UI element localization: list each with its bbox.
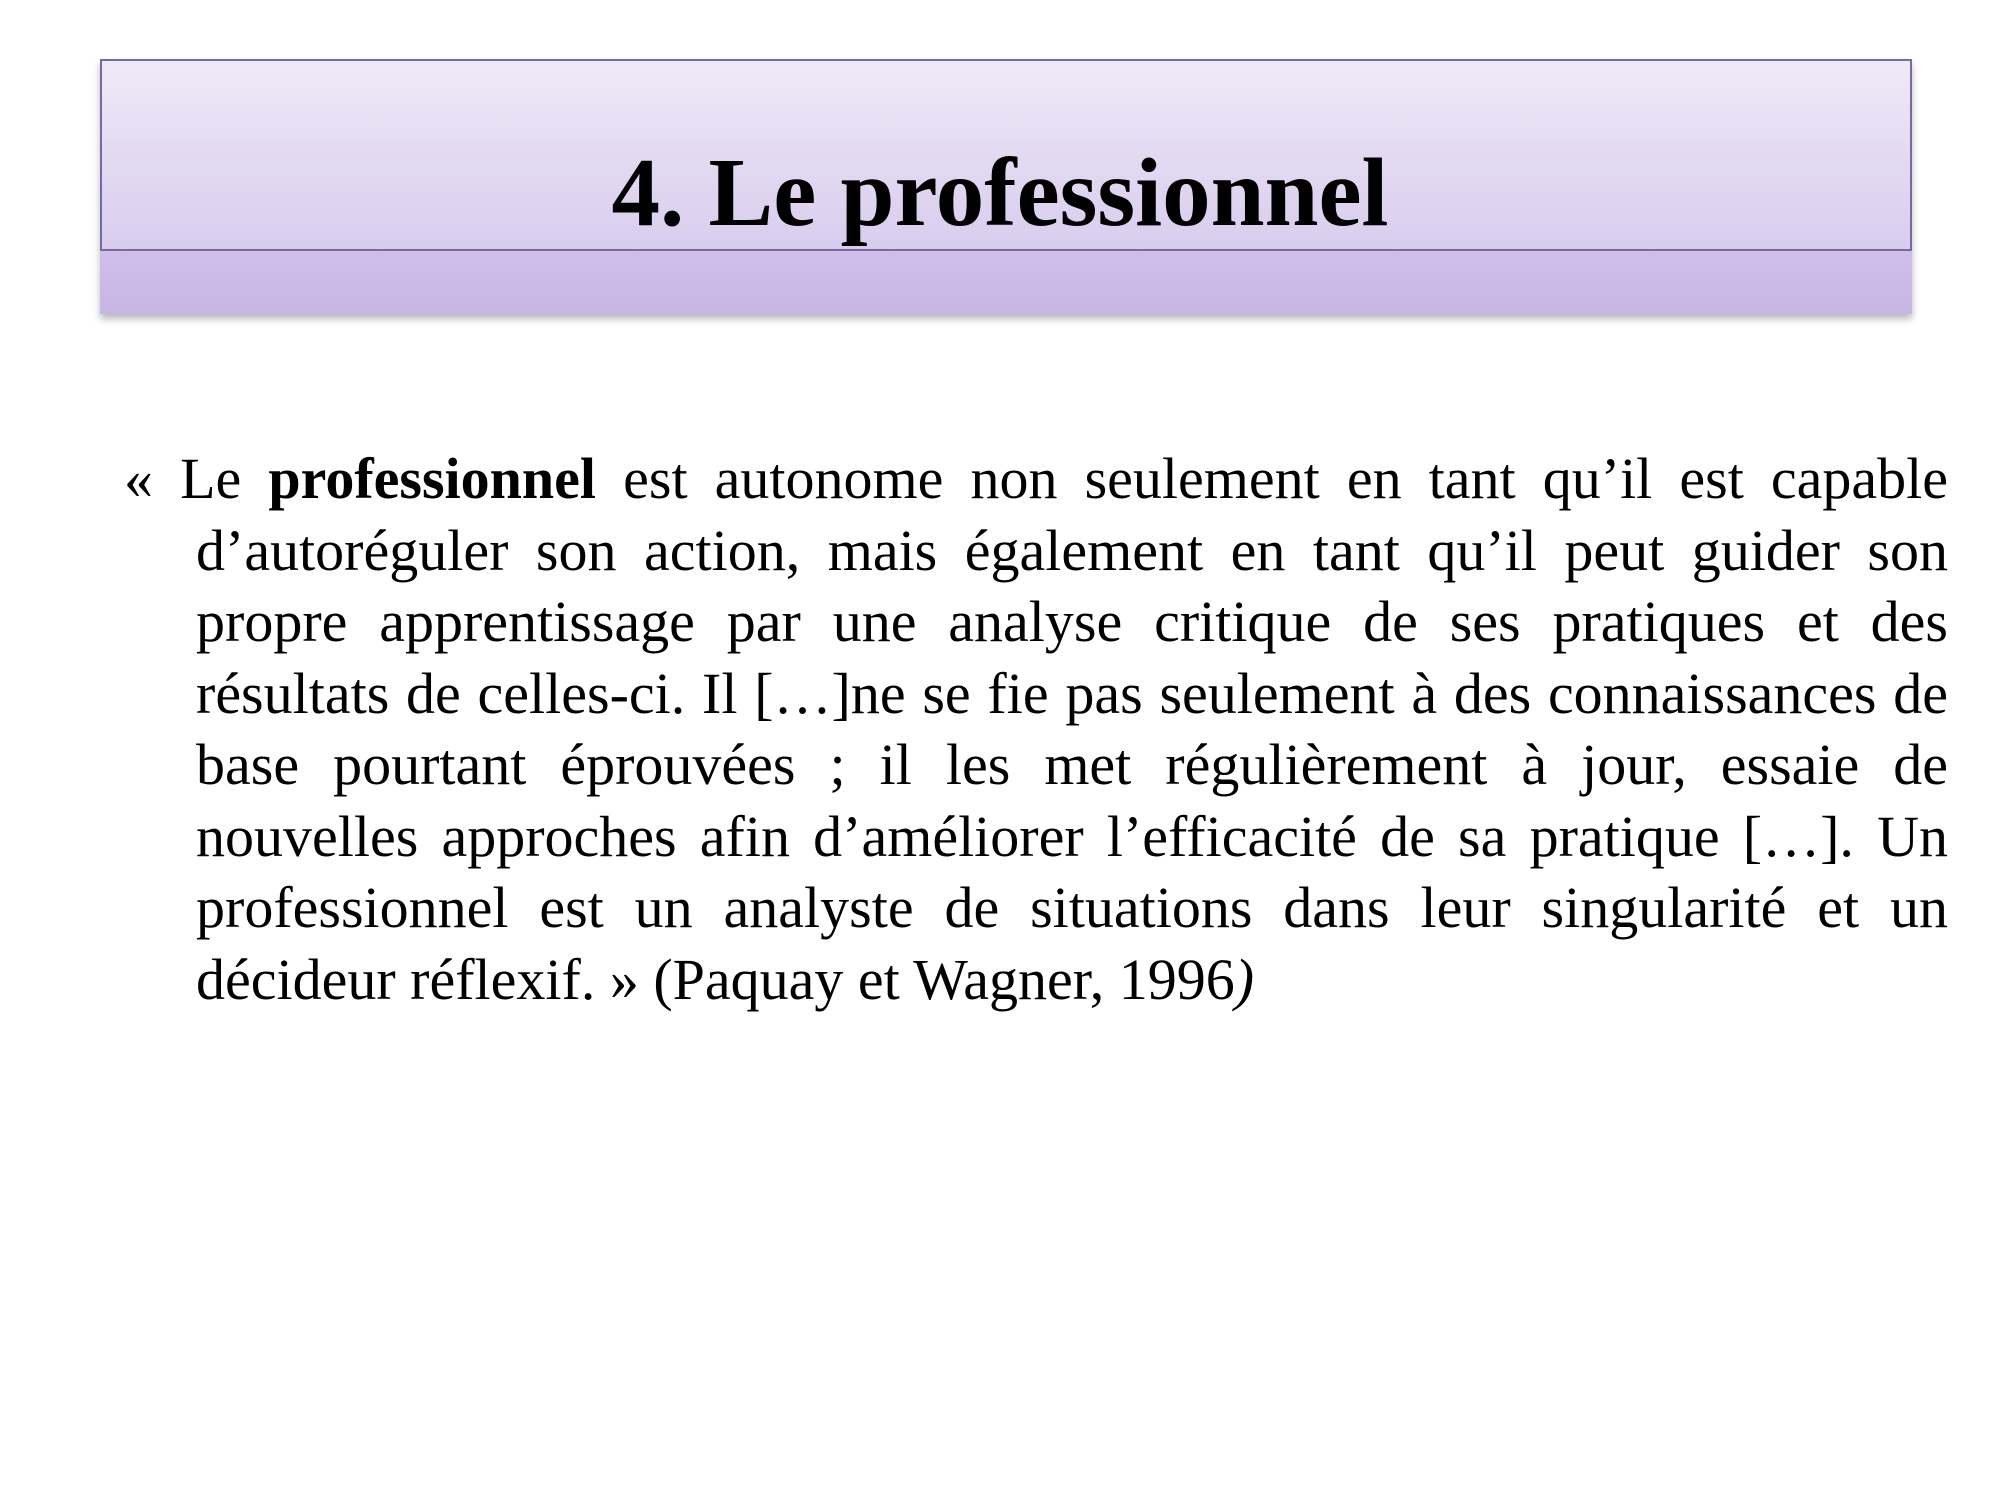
quote-text-start: Le: [180, 446, 242, 511]
quote-paragraph: [124, 443, 1948, 1015]
closing-parenthesis: ): [1234, 946, 1255, 1012]
emphasized-term: professionnel: [268, 446, 597, 511]
quote-text-body: est autonome non seulement en tant qu’il est capable d’autoréguler son action, mais également en tant qu’il peut guider son propre apprentissage par une analyse critique de ses pratiques et des résultats de celles-ci. Il […]ne se fie pas seulement à des connaissances de base pourtant éprouvées ; il les met régulièrement à jour, essaie de nouvelles approches afin d’améliorer l’efficacité de sa pratique […]. Un professionnel est un analyste de situations dans leur singularité et un décideur réflexif. » (Paquay et Wagner, 1996: [196, 446, 1949, 1012]
title-banner-bottom: [100, 251, 1912, 314]
opening-guillemet: «: [124, 446, 153, 511]
slide-title: 4. Le professionnel: [611, 139, 1389, 246]
